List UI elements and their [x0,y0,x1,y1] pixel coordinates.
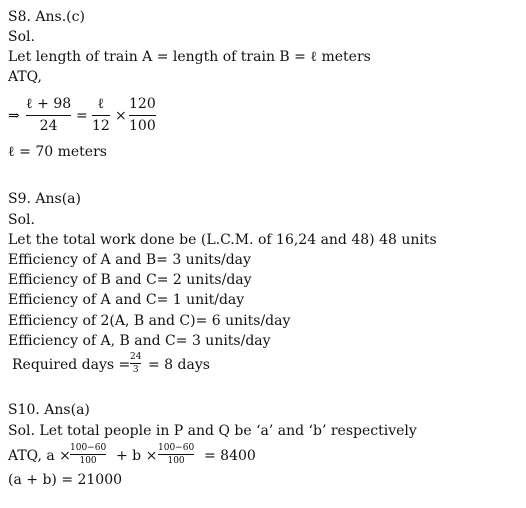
s10-fraction-1-den: 100 [79,456,97,466]
s9-line-5: Efficiency of 2(A, B and C)= 6 units/day [8,313,291,329]
s8-fraction-3 [129,96,156,135]
s8-atq: ATQ, [8,69,42,85]
s9-sol-label: Sol. [8,212,35,228]
s9-required-suffix: = 8 days [148,357,210,373]
s10-sol: Sol. Let total people in P and Q be ‘a’ and ‘b’ respectively [8,423,417,439]
s8-equals: = [76,108,88,124]
implies-arrow: ⇒ [8,108,20,124]
s8-fraction-2 [92,96,110,135]
s8-result: ℓ = 70 meters [8,144,107,160]
s10-fraction-2 [158,443,194,466]
s8-fraction-3-num: 120 [129,96,156,112]
s10-fraction-1 [70,443,106,466]
s9-line-4: Efficiency of A and C= 1 unit/day [8,292,245,308]
s8-times: × [115,108,127,124]
s8-fraction-1 [26,96,71,135]
s10-result: (a + b) = 21000 [8,472,123,488]
s9-required-prefix: Required days = [12,357,131,373]
s10-fraction-2-num: 100−60 [158,443,195,453]
s9-line-1: Let the total work done be (L.C.M. of 16,24 and 48) 48 units [8,232,437,248]
s8-fraction-1-num: ℓ + 98 [26,96,72,112]
s9-heading: S9. Ans(a) [8,191,81,207]
s10-fraction-2-den: 100 [167,456,185,466]
s8-fraction-3-den: 100 [129,118,156,134]
s9-fraction-num: 24 [130,352,142,362]
s9-fraction [130,352,141,375]
s8-fraction-2-num: ℓ [97,96,105,112]
s10-fraction-1-num: 100−60 [70,443,107,453]
s9-line-3: Efficiency of B and C= 2 units/day [8,272,252,288]
s8-fraction-1-den: 24 [39,118,58,134]
s10-plus-b: + b × [116,448,158,464]
s8-fraction-2-den: 12 [92,118,110,134]
s10-atq-prefix: ATQ, a × [8,448,71,464]
s10-heading: S10. Ans(a) [8,402,90,418]
s9-line-2: Efficiency of A and B= 3 units/day [8,252,251,268]
s8-heading: S8. Ans.(c) [8,9,85,25]
s9-fraction-den: 3 [132,365,139,375]
s8-statement: Let length of train A = length of train B = ℓ meters [8,49,371,65]
s8-sol-label: Sol. [8,29,35,45]
s9-line-6: Efficiency of A, B and C= 3 units/day [8,333,271,349]
s10-equals: = 8400 [204,448,256,464]
